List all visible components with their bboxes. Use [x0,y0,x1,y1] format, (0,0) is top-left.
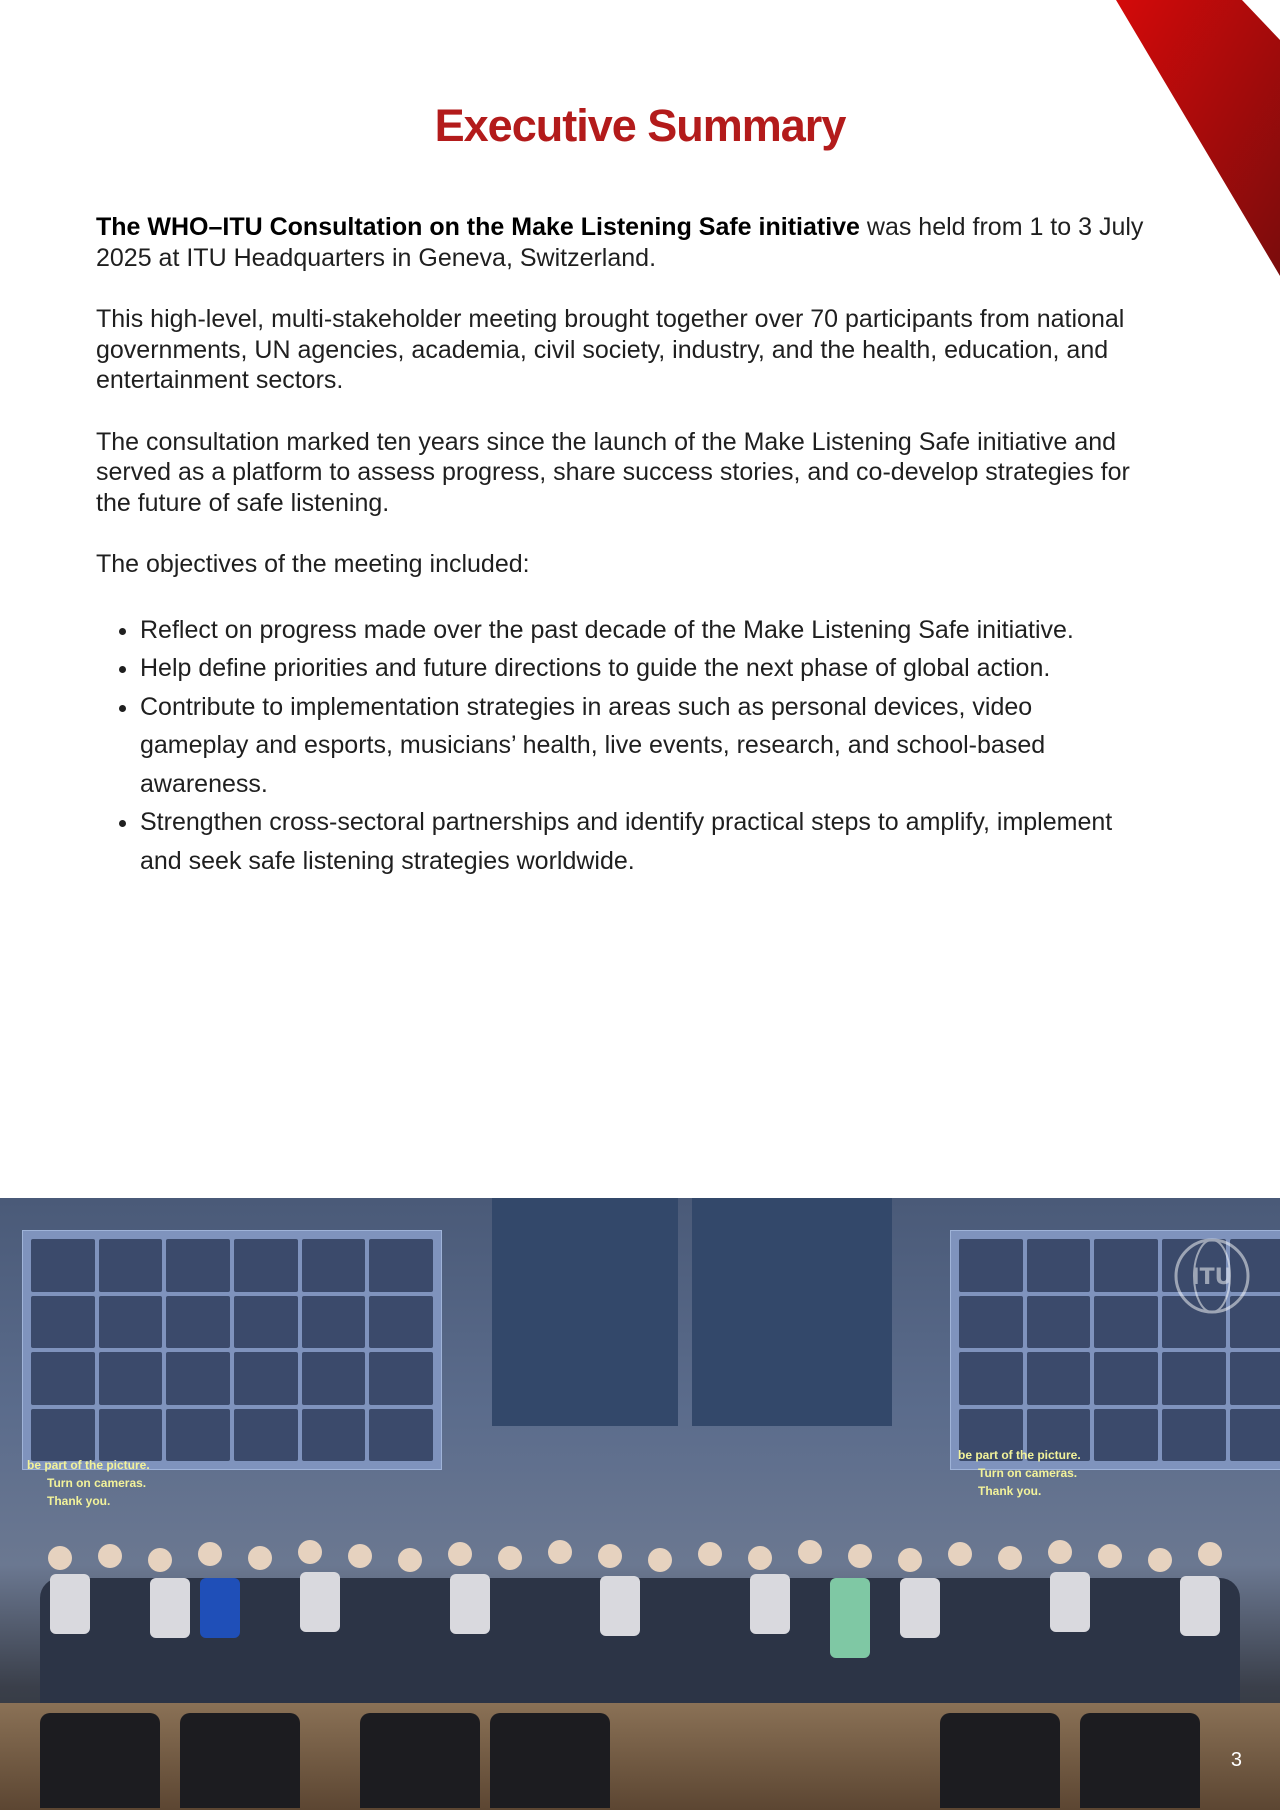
main-content [96,212,1146,880]
chair [40,1713,160,1808]
screen-caption-left: be part of the picture. Turn on cameras. Thank you. [27,1458,150,1508]
group-photo [0,1198,1280,1810]
chair [360,1713,480,1808]
itu-logo-text: ITU [1191,1265,1233,1290]
list-item: • Reflect on progress made over the past decade of the Make Listening Safe initiative. [140,611,1146,650]
chair [180,1713,300,1808]
projection-screen-left [22,1230,442,1470]
itu-logo-icon [1172,1236,1252,1316]
chair [940,1713,1060,1808]
objectives-list [96,611,1146,881]
list-item: • Strengthen cross-sectoral partnerships and identify practical steps to amplify, implement and seek safe listening strategies worldwide. [140,803,1146,880]
list-item: • Help define priorities and future directions to guide the next phase of global action. [140,649,1146,688]
intro-rest: was held from 1 to 3 July 2025 at ITU Headquarters in Geneva, Switzerland. [96,213,1144,272]
screen-caption-right: be part of the picture. Turn on cameras. Thank you. [958,1448,1081,1498]
chair [490,1713,610,1808]
intro-paragraph [96,212,1146,273]
page-number: 3 [1230,1749,1242,1771]
intro-bold-lead: The WHO–ITU Consultation on the Make Listening Safe initiative [96,213,860,241]
objectives-intro: The objectives of the meeting included: [96,550,530,578]
list-item: • Contribute to implementation strategies in areas such as personal devices, video gameplay and esports, musicians’ health, live events, research, and school-based awareness. [140,688,1146,804]
window-blinds [692,1198,892,1426]
paragraph: This high-level, multi-stakeholder meeting brought together over 70 participants from national governments, UN agencies, academia, civil society, industry, and the health, education, and entertainment sectors. [96,305,1125,394]
paragraph: The consultation marked ten years since the launch of the Make Listening Safe initiative and served as a platform to assess progress, share success stories, and co-develop strategies for the future of safe listening. [96,427,1130,517]
window-blinds [492,1198,678,1426]
page-title: Executive Summary [434,100,846,151]
chair [1080,1713,1200,1808]
